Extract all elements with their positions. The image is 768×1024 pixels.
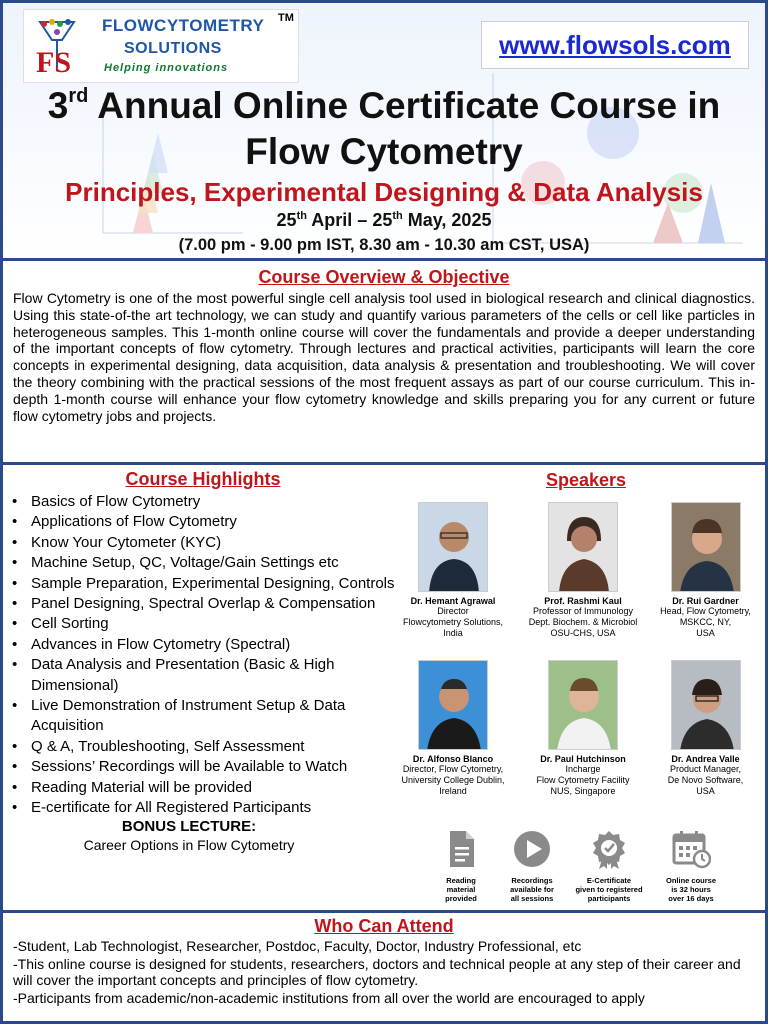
person-icon (672, 661, 741, 750)
bonus-lecture-text: Career Options in Flow Cytometry (83, 836, 295, 853)
speaker-role: USA (696, 786, 715, 796)
attend-line: -Student, Lab Technologist, Researcher, Postdoc, Faculty, Doctor, Industry Professional, etc (13, 938, 582, 954)
list-item: • Reading Material will be provided (9, 778, 401, 798)
list-item: • Live Demonstration of Instrument Setup & Data Acquisition (9, 696, 401, 737)
logo-trademark: TM (278, 12, 294, 24)
person-icon (549, 503, 618, 592)
speaker-role: Flow Cytometry Facility (536, 775, 630, 785)
logo-title: FLOWCYTOMETRY (102, 16, 265, 35)
list-item: • Data Analysis and Presentation (Basic & High Dimensional) (9, 655, 401, 696)
speaker-role: University College Dublin, (401, 775, 505, 785)
highlights-section (9, 469, 401, 909)
logo-subtitle: SOLUTIONS (124, 40, 222, 57)
flowcytometry-logo-icon (34, 18, 98, 76)
play-icon (512, 829, 552, 869)
speaker-name: Dr. Hemant Agrawal (410, 596, 496, 606)
speaker-role: NUS, Singapore (550, 786, 616, 796)
speaker-photo (548, 502, 618, 592)
logo-tagline: Helping innovations (104, 62, 229, 74)
speaker-role: OSU-CHS, USA (550, 628, 616, 638)
feature-reading-material: Reading material provided (423, 829, 499, 903)
calendar-icon (671, 829, 711, 869)
list-item: • Advances in Flow Cytometry (Spectral) (9, 635, 401, 655)
list-item: • Sample Preparation, Experimental Designing, Controls (9, 574, 401, 594)
header-banner (3, 3, 765, 261)
course-title-line2: Flow Cytometry (245, 131, 523, 172)
feature-recordings: Recordings available for all sessions (494, 829, 570, 903)
speaker-photo (418, 502, 488, 592)
who-can-attend-title: Who Can Attend (314, 916, 454, 936)
speaker-role: Flowcytometry Solutions, (402, 617, 504, 627)
speaker-name: Prof. Rashmi Kaul (544, 596, 622, 606)
person-icon (672, 503, 741, 592)
speaker-role: Dept. Biochem. & Microbiol (528, 617, 638, 627)
person-icon (549, 661, 618, 750)
website-box (481, 21, 749, 69)
attend-line: -Participants from academic/non-academic institutions from all over the world are encouraged to apply (13, 989, 645, 1006)
website-link[interactable]: www.flowsols.com (499, 29, 731, 60)
speaker-role: Product Manager, (669, 764, 742, 774)
speaker-role: Head, Flow Cytometry, (660, 606, 751, 616)
list-item: • Panel Designing, Spectral Overlap & Compensation (9, 594, 401, 614)
list-item: • Machine Setup, QC, Voltage/Gain Settings etc (9, 553, 401, 573)
attend-line: -This online course is designed for students, researchers, doctors and technical people at any step of their career and will cover the important concepts and principles of flow cytometry. (13, 955, 741, 989)
speaker-photo (418, 660, 488, 750)
highlights-list (9, 492, 401, 819)
list-item: • Cell Sorting (9, 614, 401, 634)
speaker-card (518, 660, 648, 797)
list-item: • E-certificate for All Registered Participants (9, 798, 401, 818)
certificate-icon (589, 829, 629, 869)
overview-title: Course Overview & Objective (258, 267, 510, 287)
list-item: • Basics of Flow Cytometry (9, 492, 401, 512)
course-times: (7.00 pm - 9.00 pm IST, 8.30 am - 10.30 am CST, USA) (178, 236, 590, 254)
speaker-role: Director, Flow Cytometry, (402, 764, 504, 774)
speaker-name: Dr. Andrea Valle (671, 754, 740, 764)
speaker-role: De Novo Software, (667, 775, 744, 785)
feature-e-certificate: E-Certificate given to registered participants (571, 829, 647, 903)
person-icon (419, 661, 488, 750)
speaker-name: Dr. Alfonso Blanco (412, 754, 494, 764)
speaker-role: MSKCC, NY, (679, 617, 732, 627)
company-logo (23, 9, 299, 83)
svg-text:FS: FS (36, 46, 72, 76)
feature-course-duration: Online course is 32 hours over 16 days (653, 829, 729, 903)
bonus-lecture-title: BONUS LECTURE: (121, 817, 257, 835)
speaker-role: Incharge (565, 764, 601, 774)
speaker-role: Director (437, 606, 469, 616)
speaker-photo (671, 660, 741, 750)
speaker-role: Professor of Immunology (532, 606, 634, 616)
list-item: • Know Your Cytometer (KYC) (9, 533, 401, 553)
course-dates: 25th April – 25th May, 2025 (276, 210, 492, 230)
person-icon (419, 503, 488, 592)
speaker-photo (671, 502, 741, 592)
speaker-card (518, 502, 648, 639)
speaker-photo (548, 660, 618, 750)
speaker-name: Dr. Rui Gardner (672, 596, 739, 606)
list-item: • Applications of Flow Cytometry (9, 512, 401, 532)
course-subtitle: Principles, Experimental Designing & Data Analysis (65, 177, 703, 207)
highlights-title: Course Highlights (125, 469, 281, 489)
document-icon (441, 829, 481, 869)
overview-text: Flow Cytometry is one of the most powerful single cell analysis tool used in biological research and clinical diagnostics. Using this state-of-the art technology, we can study and quantify various parameters of the cells or cell like particles in heterogeneous samples. This 1-month online course will cover the fundamentals and provide a deeper understanding of the important concepts of flow cytometry. Through lectures and practical activities, participants will learn the core concepts in experimental designing, data acquisition, data analysis & presentation and troubleshooting. We will cover the theory combining with the practical sessions of the most frequent assays as part of our course curriculum. This in-depth 1-month course will enhance your flow cytometry knowledge and skills preparing you for any current or future flow cytometry jobs and projects. (13, 290, 755, 424)
speaker-name: Dr. Paul Hutchinson (540, 754, 626, 764)
speaker-card (648, 502, 763, 639)
speakers-title: Speakers (545, 470, 627, 490)
course-title-line1: 3rd Annual Online Certificate Course in (47, 85, 721, 126)
overview-section (3, 264, 765, 465)
speaker-role: USA (696, 628, 715, 638)
speaker-card (388, 660, 518, 797)
speaker-card (648, 660, 763, 797)
speaker-role: Ireland (439, 786, 467, 796)
who-can-attend-section (3, 910, 765, 1024)
list-item: • Sessions’ Recordings will be Available to Watch (9, 757, 401, 777)
speaker-role: India (443, 628, 463, 638)
list-item: • Q & A, Troubleshooting, Self Assessment (9, 737, 401, 757)
speaker-card (388, 502, 518, 639)
